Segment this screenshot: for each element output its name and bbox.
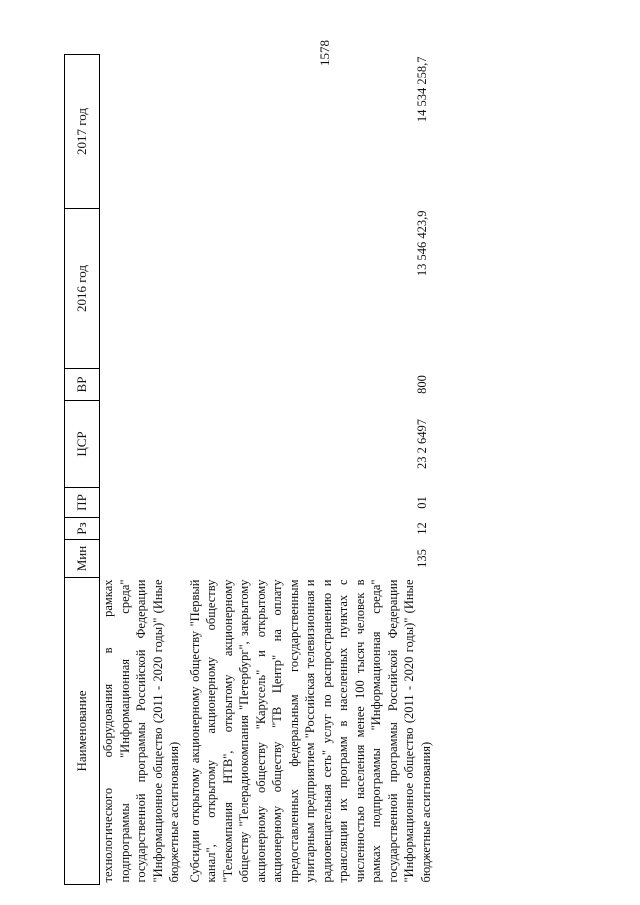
table-row: [100, 55, 187, 885]
row-2016: [100, 209, 187, 369]
budget-table: [64, 54, 434, 885]
row-2017: [100, 55, 187, 209]
row-csr: 23 2 6497: [414, 419, 429, 469]
row-csr: [100, 401, 187, 488]
header-rz: Рз: [65, 518, 100, 540]
row-2017: 14 534 258,7: [414, 56, 429, 123]
row-vr: [100, 369, 187, 401]
row-2016: 13 546 423,9: [414, 210, 429, 277]
rotated-table-container: [64, 55, 604, 885]
header-vr: ВР: [65, 369, 100, 401]
row-name: Субсидии открытому акционерному обществу "Первый канал", открытому акционерному обществу "Телекомпания НТВ", открытому акционерному обществу "Телерадиокомпания "Петербург", закрытому акционерному обществу "Карусель" и открытому акционерному обществу "ТВ Центр" на оплату предоставленных федеральным государственным унитарным предприятием "Российская телевизионная и радиовещательная сеть" услуг по распространению и трансляции их программ в населенных пунктах с численностью населения менее 100 тысяч человек в рамках подпрограммы "Информационная среда" государственной программы Российской Федерации "Информационное общество (2011 - 2020 годы)" (Иные бюджетные ассигнования): [187, 579, 433, 883]
row-pr: [100, 488, 187, 518]
table-row: [187, 55, 435, 885]
row-vr: 800: [414, 375, 429, 394]
row-min: [100, 540, 187, 578]
header-min: Мин: [65, 540, 100, 578]
header-csr: ЦСР: [65, 401, 100, 488]
row-pr: 01: [414, 496, 429, 509]
header-pr: ПР: [65, 488, 100, 518]
row-rz: [100, 518, 187, 540]
page-number: 1578: [317, 40, 332, 66]
header-2016: 2016 год: [65, 209, 100, 369]
row-rz: 12: [414, 522, 429, 535]
header-row: [65, 55, 100, 885]
row-min: 135: [414, 549, 429, 568]
header-name: Наименование: [65, 578, 100, 885]
header-2017: 2017 год: [65, 55, 100, 209]
row-name: технологического оборудования в рамках подпрограммы "Информационная среда" государственной программы Российской Федерации "Информационное общество (2011 - 2020 годы)" (Иные бюджетные ассигнования): [101, 579, 181, 883]
